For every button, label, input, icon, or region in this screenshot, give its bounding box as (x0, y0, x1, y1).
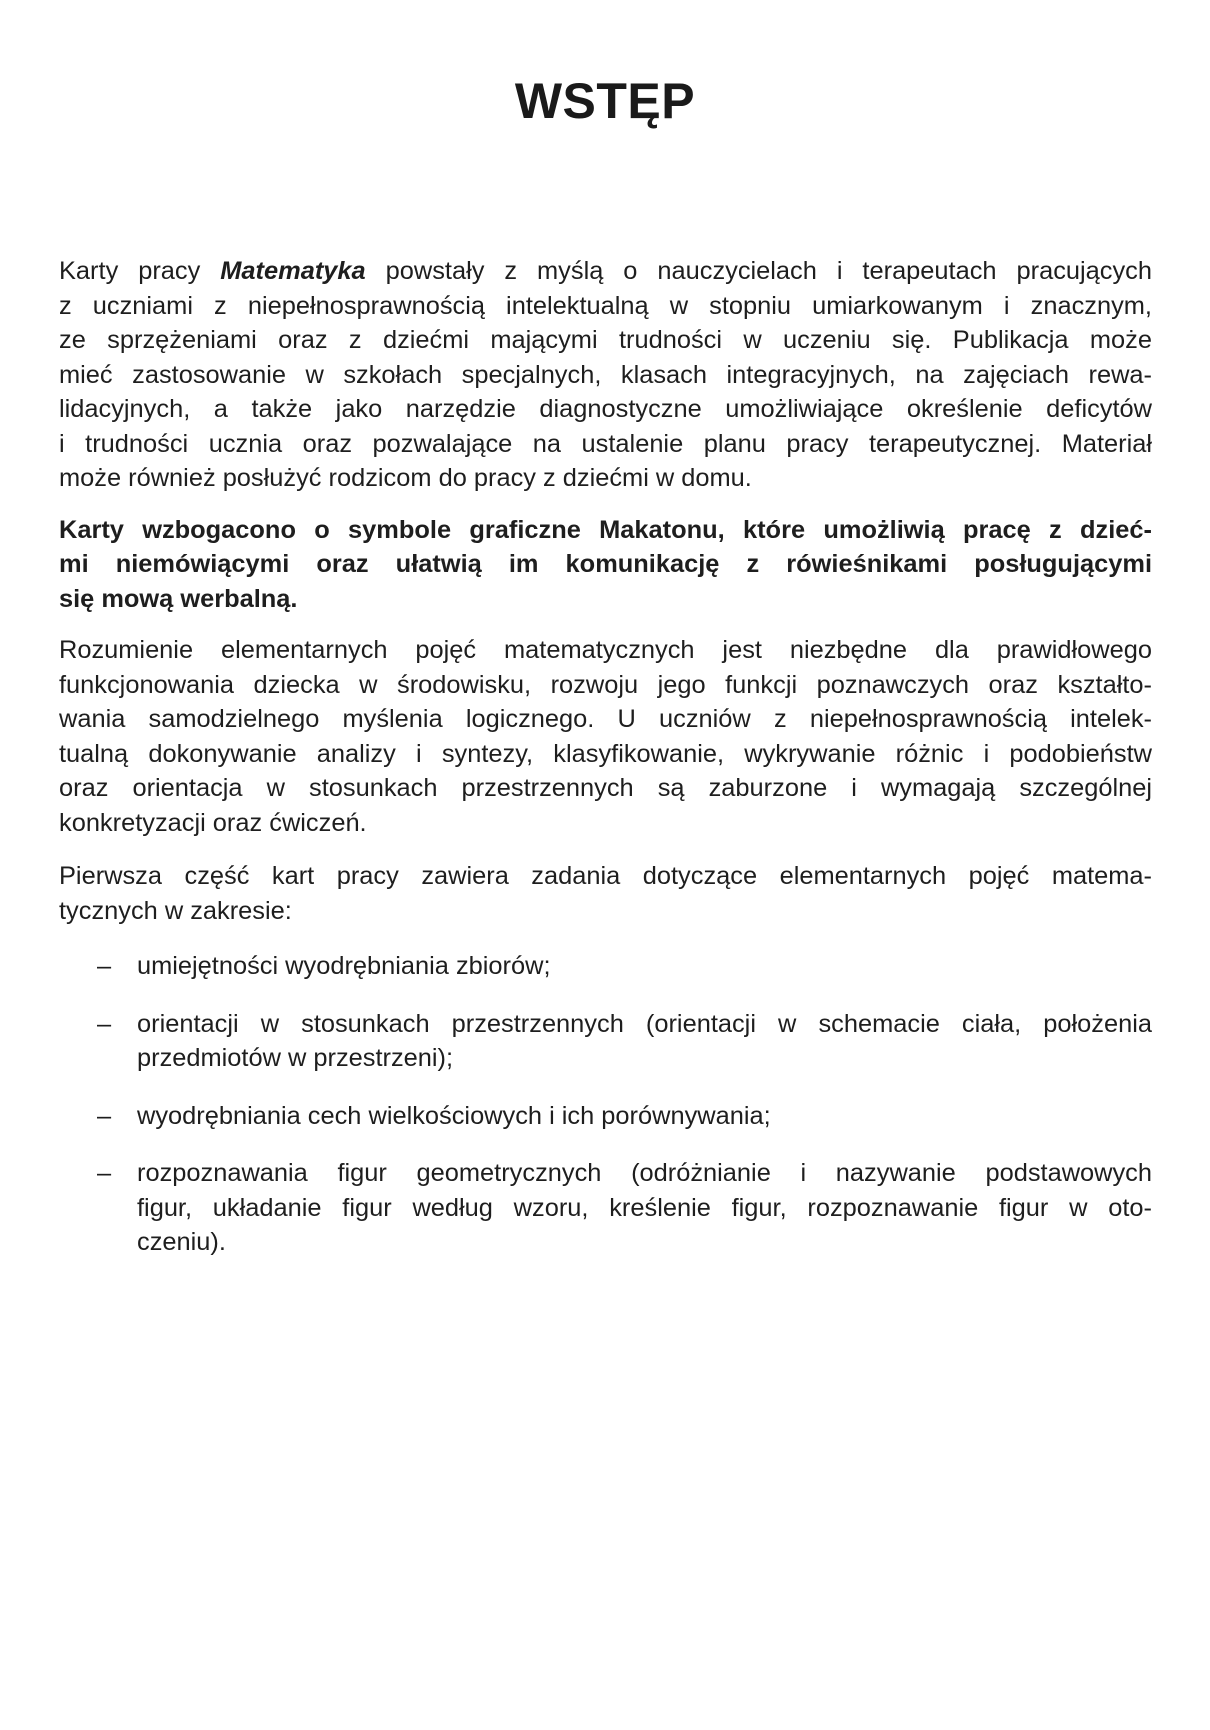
paragraph-line: mi niemówiącymi oraz ułatwią im komunikację z rówieśnikami posługującymi (59, 550, 1152, 578)
paragraph-line: Rozumienie elementarnych pojęć matematycznych jest niezbędne dla prawidłowego (59, 636, 1152, 664)
dash-bullet-icon: – (97, 952, 112, 980)
list-item (59, 1007, 1152, 1076)
document-body (59, 254, 1152, 1283)
list-item-line: czeniu). (137, 1228, 226, 1256)
scope-list (59, 949, 1152, 1260)
list-item-line: rozpoznawania figur geometrycznych (odróżnianie i nazywanie podstawowych (137, 1159, 1152, 1187)
paragraph-line: funkcjonowania dziecka w środowisku, rozwoju jego funkcji poznawczych oraz kształto- (59, 670, 1152, 699)
paragraph-line: i trudności ucznia oraz pozwalające na ustalenie planu pracy terapeutycznej. Materiał (59, 429, 1152, 458)
line-text: powstały z myślą o nauczycielach i terapeutach pracujących (365, 257, 1152, 285)
book-title-emphasis: Matematyka (220, 257, 366, 285)
paragraph-line: mieć zastosowanie w szkołach specjalnych, klasach integracyjnych, na zajęciach rewa- (59, 360, 1152, 389)
paragraph-line (59, 254, 1152, 289)
paragraph-line: oraz orientacja w stosunkach przestrzennych są zaburzone i wymagają szczególnej (59, 774, 1152, 802)
paragraph-line: wania samodzielnego myślenia logicznego. U uczniów z niepełnosprawnością intelek- (59, 705, 1152, 733)
paragraph-line: się mową werbalną. (59, 584, 298, 613)
list-item-line: wyodrębniania cech wielkościowych i ich porównywania; (137, 1101, 771, 1130)
list-item (59, 1156, 1152, 1260)
page-title: WSTĘP (514, 73, 696, 129)
paragraph-line: z uczniami z niepełnosprawnością intelektualną w stopniu umiarkowanym i znacznym, (59, 291, 1152, 320)
paragraph-line: konkretyzacji oraz ćwiczeń. (59, 808, 367, 837)
paragraph-line: tycznych w zakresie: (59, 896, 292, 925)
list-item (59, 1099, 1152, 1134)
paragraph-line: ze sprzężeniami oraz z dziećmi mającymi trudności w uczeniu się. Publikacja może (59, 326, 1152, 354)
makaton-paragraph (59, 513, 1152, 617)
concepts-paragraph (59, 633, 1152, 840)
list-item-line: przedmiotów w przestrzeni); (137, 1044, 454, 1072)
dash-bullet-icon: – (97, 1101, 112, 1130)
dash-bullet-icon: – (97, 1159, 112, 1187)
scope-paragraph (59, 859, 1152, 928)
paragraph-line: lidacyjnych, a także jako narzędzie diagnostyczne umożliwiające określenie deficytów (59, 395, 1152, 423)
paragraph-line: Karty wzbogacono o symbole graficzne Makatonu, które umożliwią pracę z dzieć- (59, 515, 1152, 544)
paragraph-line: może również posłużyć rodzicom do pracy z dziećmi w domu. (59, 464, 752, 492)
intro-paragraph (59, 254, 1152, 496)
paragraph-line: tualną dokonywanie analizy i syntezy, klasyfikowanie, wykrywanie różnic i podobieństw (59, 739, 1152, 768)
dash-bullet-icon: – (97, 1009, 112, 1038)
list-item (59, 949, 1152, 984)
list-item-line: orientacji w stosunkach przestrzennych (orientacji w schemacie ciała, położenia (137, 1009, 1152, 1038)
list-item-line: figur, układanie figur według wzoru, kreślenie figur, rozpoznawanie figur w oto- (137, 1193, 1152, 1222)
line-text: Karty pracy (59, 257, 221, 285)
list-item-line: umiejętności wyodrębniania zbiorów; (137, 952, 551, 980)
paragraph-line: Pierwsza część kart pracy zawiera zadania dotyczące elementarnych pojęć matema- (59, 862, 1152, 890)
